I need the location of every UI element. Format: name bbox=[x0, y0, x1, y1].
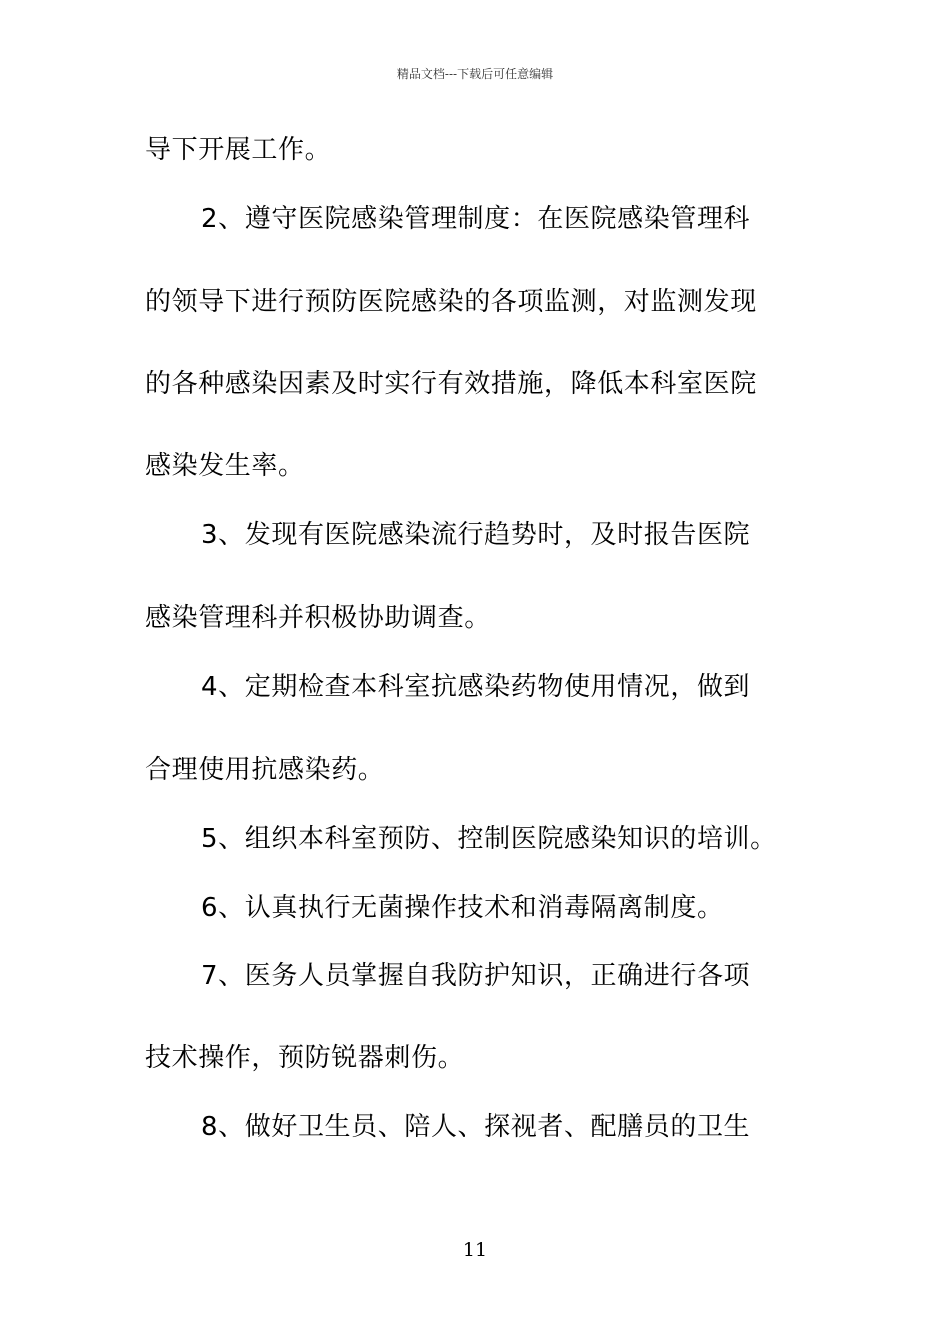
body-line: 5、组织本科室预防、控制医院感染知识的培训。 bbox=[201, 824, 777, 854]
body-line: 4、定期检查本科室抗感染药物使用情况，做到 bbox=[201, 672, 751, 702]
body-line: 8、做好卫生员、陪人、探视者、配膳员的卫生 bbox=[201, 1112, 751, 1142]
body-line: 3、发现有医院感染流行趋势时，及时报告医院 bbox=[201, 520, 751, 550]
page-header: 精品文档---下载后可任意编辑 bbox=[396, 67, 554, 81]
body-line: 感染发生率。 bbox=[145, 451, 305, 481]
body-line: 7、医务人员掌握自我防护知识，正确进行各项 bbox=[201, 961, 751, 991]
page-number: 11 bbox=[462, 1239, 488, 1261]
body-line: 的领导下进行预防医院感染的各项监测，对监测发现 bbox=[145, 287, 757, 317]
body-line: 的各种感染因素及时实行有效措施，降低本科室医院 bbox=[145, 369, 757, 399]
body-line: 导下开展工作。 bbox=[145, 135, 332, 165]
body-line: 合理使用抗感染药。 bbox=[145, 755, 385, 785]
body-line: 6、认真执行无菌操作技术和消毒隔离制度。 bbox=[201, 893, 724, 923]
body-line: 技术操作，预防锐器刺伤。 bbox=[145, 1043, 465, 1073]
body-line: 2、遵守医院感染管理制度：在医院感染管理科 bbox=[201, 204, 751, 234]
body-line: 感染管理科并积极协助调查。 bbox=[145, 603, 491, 633]
